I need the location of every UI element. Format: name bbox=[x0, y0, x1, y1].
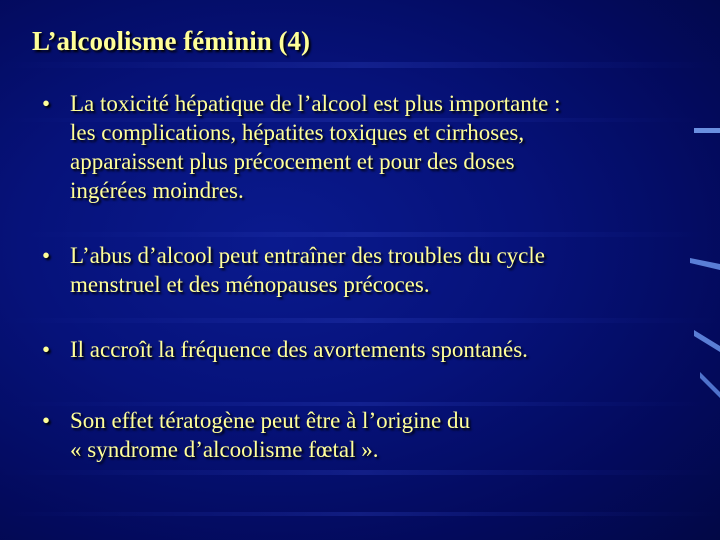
bullet-line: L’abus d’alcool peut entraîner des troubles du cycle bbox=[70, 243, 545, 268]
bullet-line: Son effet tératogène peut être à l’origine du bbox=[70, 408, 470, 433]
bullet-line: menstruel et des ménopauses précoces. bbox=[70, 272, 430, 297]
accent-streak bbox=[690, 258, 720, 270]
bullet-marker: • bbox=[42, 91, 51, 116]
accent-streak bbox=[700, 372, 720, 398]
accent-streak bbox=[694, 330, 720, 352]
bullet-line: La toxicité hépatique de l’alcool est plus importante : bbox=[70, 91, 561, 116]
bullet-marker: • bbox=[42, 408, 51, 433]
bullet-marker: • bbox=[42, 243, 51, 268]
bullet-item bbox=[30, 406, 690, 464]
streak bbox=[0, 470, 720, 475]
accent-streak bbox=[694, 128, 720, 133]
streak bbox=[0, 62, 720, 68]
bullet-list bbox=[30, 89, 690, 464]
bullet-item bbox=[30, 89, 690, 205]
bullet-marker: • bbox=[42, 337, 51, 362]
bullet-item bbox=[30, 335, 690, 364]
bullet-line: « syndrome d’alcoolisme fœtal ». bbox=[70, 437, 379, 462]
bullet-item bbox=[30, 241, 690, 299]
bullet-line: Il accroît la fréquence des avortements spontanés. bbox=[70, 337, 528, 362]
bullet-line: les complications, hépatites toxiques et cirrhoses, bbox=[70, 120, 525, 145]
bullet-line: apparaissent plus précocement et pour des doses bbox=[70, 149, 515, 174]
streak bbox=[0, 512, 720, 516]
bullet-line: ingérées moindres. bbox=[70, 178, 244, 203]
slide-title: L’alcoolisme féminin (4) bbox=[32, 26, 310, 56]
